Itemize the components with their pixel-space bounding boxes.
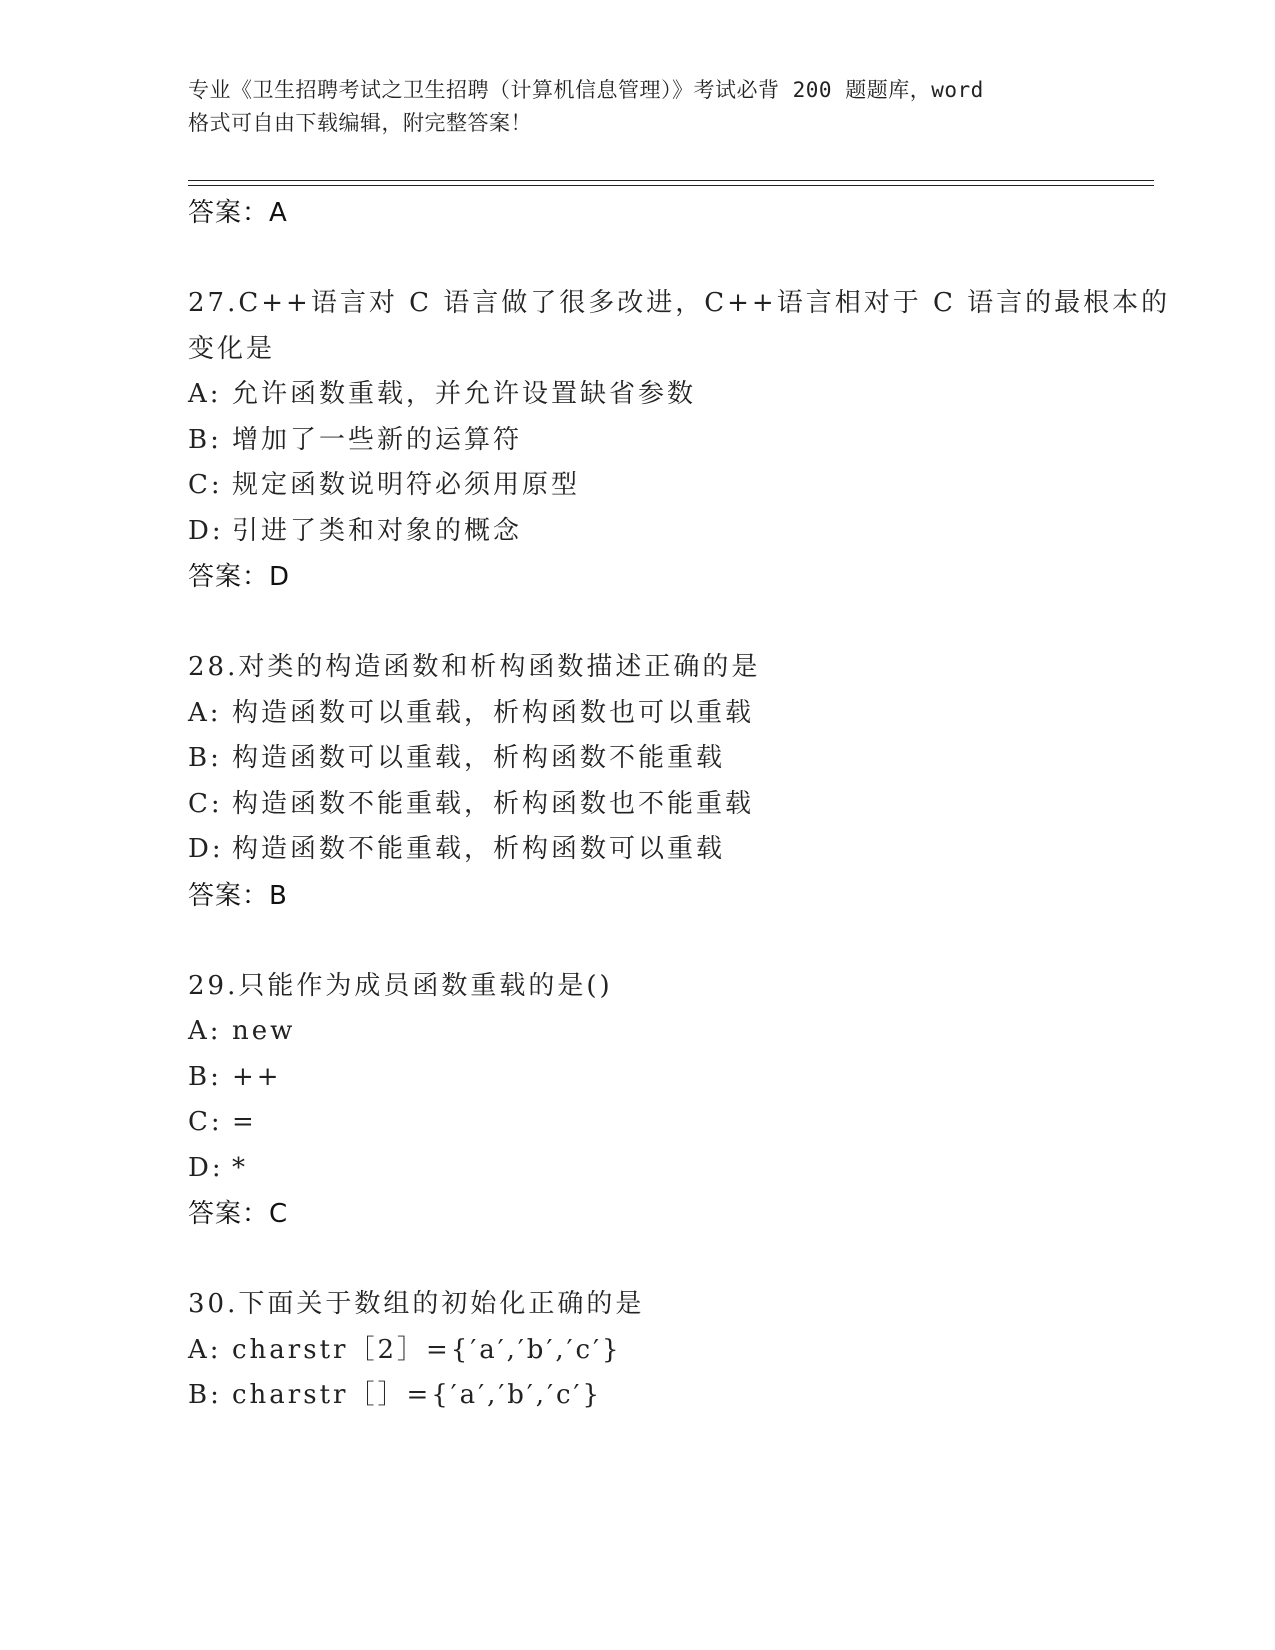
question-text-continued: 变化是 [188,333,276,364]
option-c [188,1100,1088,1146]
option-d [188,827,1088,873]
header-divider-top [188,180,1154,181]
option-b [188,736,1088,782]
option-letter: A: [188,697,222,728]
option-text: ++ [232,1061,282,1092]
option-letter: D: [188,515,224,546]
option-text: * [232,1152,248,1183]
question-answer [188,1191,1088,1237]
answer-value: A [269,198,288,228]
question-28 [188,645,1088,919]
option-letter: A: [188,379,222,409]
header-line-1: 专业《卫生招聘考试之卫生招聘（计算机信息管理）》考试必背 200 题题库，word [188,78,984,102]
option-a [188,691,1088,737]
option-text: charstr［］={′a′,′b′,′c′} [232,1380,602,1410]
question-text: 29.只能作为成员函数重载的是() [188,970,613,1001]
header-divider-bottom [188,185,1154,186]
option-letter: B: [188,1380,222,1410]
answer-value: D [269,562,291,592]
question-text: 30.下面关于数组的初始化正确的是 [188,1289,645,1319]
option-b [188,1373,1088,1419]
option-text: = [232,1107,257,1137]
question-30 [188,1282,1088,1419]
question-29 [188,964,1088,1238]
question-text: 27.C++语言对 C 语言做了很多改进，C++语言相对于 C 语言的最根本的 [188,288,1171,318]
question-answer [188,554,1088,600]
option-text: 构造函数不能重载，析构函数也不能重载 [232,788,755,819]
option-letter: C: [188,470,223,500]
question-answer [188,873,1088,919]
option-text: 构造函数不能重载，析构函数可以重载 [232,834,726,864]
option-a [188,372,1088,418]
option-text: 增加了一些新的运算符 [232,424,523,455]
answer-prefix: 答案： [188,1199,270,1229]
answer-value: B [269,880,288,911]
option-text: 构造函数可以重载，析构函数不能重载 [232,743,726,773]
option-text: new [232,1016,296,1046]
option-c [188,463,1088,509]
option-b [188,418,1088,464]
option-b [188,1055,1088,1101]
question-list [188,190,1171,1419]
option-d [188,1146,1088,1192]
option-letter: C: [188,788,223,819]
option-letter: A: [188,1016,222,1046]
option-letter: D: [188,1152,224,1183]
option-letter: B: [188,424,222,455]
previous-answer [188,190,1088,236]
answer-value: C [269,1199,289,1229]
question-27 [188,281,1171,600]
question-text: 28.对类的构造函数和析构函数描述正确的是 [188,652,761,682]
option-text: 构造函数可以重载，析构函数也可以重载 [232,697,755,728]
answer-prefix: 答案： [188,880,270,911]
answer-prefix: 答案： [188,198,270,228]
option-text: 规定函数说明符必须用原型 [232,470,581,500]
option-text: 允许函数重载，并允许设置缺省参数 [232,379,697,409]
header-line-2: 格式可自由下载编辑，附完整答案！ [188,111,532,135]
option-letter: C: [188,1107,223,1137]
option-a [188,1009,1088,1055]
option-text: charstr［2］={′a′,′b′,′c′} [232,1334,622,1365]
answer-prefix: 答案： [188,562,270,592]
option-d [188,509,1088,555]
option-a [188,1328,1088,1374]
option-text: 引进了类和对象的概念 [232,515,523,546]
option-letter: A: [188,1334,222,1365]
option-letter: D: [188,834,224,864]
document-header [188,74,1088,140]
option-letter: B: [188,743,222,773]
option-letter: B: [188,1061,222,1092]
option-c [188,782,1088,828]
